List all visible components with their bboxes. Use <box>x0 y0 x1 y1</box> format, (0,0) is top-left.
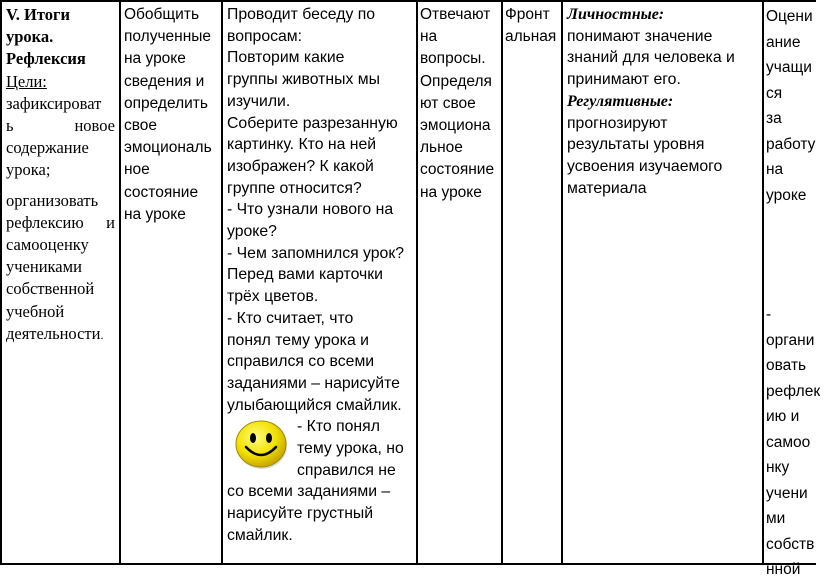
cell-line: картинку. Кто на ней <box>227 136 377 154</box>
cell-line: органи <box>766 331 815 349</box>
cell-line: ание <box>766 33 801 51</box>
cell-line: Обобщить <box>124 6 200 23</box>
goal-word: новое <box>74 116 115 136</box>
stage-title: урока. <box>6 27 54 47</box>
goal-text: учениками <box>6 257 82 277</box>
goal-text: урока; <box>6 160 51 180</box>
cell-line: знаний для человека и <box>567 49 735 67</box>
cell-line: сведения и <box>124 72 205 90</box>
cell-line: Фронт <box>505 6 550 23</box>
cell-line: - Кто считает, что <box>227 309 354 327</box>
cell-line: - <box>766 306 772 323</box>
goal-text <box>6 115 115 137</box>
cell-line: уроке <box>766 186 807 204</box>
cell-line: - Чем запомнился урок? <box>227 244 405 262</box>
cell-line: - Что узнали нового на <box>227 201 394 219</box>
cell-line: Оцени <box>766 8 813 25</box>
cell-line: прогнозируют <box>567 114 668 132</box>
goal-word: деятельности <box>6 323 101 343</box>
cell-line: нарисуйте грустный <box>227 505 374 523</box>
goal-word: рефлексию <box>6 212 84 232</box>
cell-line: на уроке <box>124 205 186 223</box>
cell-line: улыбающийся смайлик. <box>227 396 402 414</box>
cell-line: вопросам: <box>227 27 303 45</box>
cell-line: ся <box>766 84 783 102</box>
cell-line: нной <box>766 561 801 578</box>
cell-line: справился не <box>297 461 396 479</box>
cell-line: Отвечают <box>420 6 491 23</box>
student-activity-cell <box>418 0 502 565</box>
goal-text: организовать <box>6 190 99 210</box>
goal-text: зафиксироват <box>6 93 102 113</box>
personal-heading: Личностные: <box>567 6 665 23</box>
cell-line: самоо <box>766 433 811 451</box>
cell-line: овать <box>766 357 807 374</box>
cell-line: изображен? К какой <box>227 157 374 175</box>
stage-title: V. Итоги <box>6 5 71 24</box>
cell-line: - Кто понял <box>297 418 380 436</box>
cell-line: принимают его. <box>567 71 681 89</box>
stage-cell <box>2 0 119 565</box>
cell-line: нку <box>766 459 790 476</box>
cell-line: Повторим какие <box>227 49 345 67</box>
cell-line: усвоения изучаемого <box>567 157 723 175</box>
assessment-cell <box>764 0 824 578</box>
cell-line: учащи <box>766 59 812 76</box>
goal-text: учебной <box>6 301 65 321</box>
cell-line: понимают значение <box>567 27 713 45</box>
cell-line: уроке? <box>227 223 277 241</box>
cell-line: группы животных мы <box>227 71 380 89</box>
cell-line: вопросы. <box>420 50 486 68</box>
cell-line: тему урока, но <box>297 440 404 458</box>
cell-line: Проводит беседу по <box>227 6 376 23</box>
cell-line: изучили. <box>227 92 291 110</box>
cell-line: полученные <box>124 28 212 46</box>
cell-line: ию и <box>766 408 800 425</box>
cell-line: рефлек <box>766 382 821 400</box>
cell-line: Соберите разрезанную <box>227 114 398 132</box>
cell-line: на <box>420 28 438 46</box>
cell-line: на уроке <box>420 183 482 201</box>
smiley-face-icon <box>227 416 297 473</box>
cell-line: свое <box>124 117 158 135</box>
cell-line: альная <box>505 28 557 46</box>
goal-text: самооценку <box>6 235 89 255</box>
goal-text <box>6 323 115 346</box>
cell-line: результаты уровня <box>567 136 705 154</box>
work-form-cell <box>503 0 562 565</box>
goal-word: и <box>106 212 115 232</box>
cell-line: со всеми заданиями – <box>227 483 391 501</box>
cell-line: льное <box>420 139 463 157</box>
cell-line: на <box>766 161 784 178</box>
cell-line: состояние <box>420 161 495 179</box>
cell-line: ное <box>124 161 150 179</box>
stage-title: Рефлексия <box>6 49 86 69</box>
goal-word: ь <box>6 116 14 136</box>
cell-line: понял тему урока и <box>227 331 369 349</box>
cell-line: материала <box>567 179 647 197</box>
goal-text: собственной <box>6 279 95 299</box>
cell-line: собств <box>766 535 815 553</box>
goals-label: Цели: <box>6 71 47 91</box>
smiley-row <box>227 416 413 481</box>
cell-line: эмоциона <box>420 117 491 135</box>
cell-line: справился со всеми <box>227 353 375 371</box>
learning-outcomes-cell <box>563 0 763 565</box>
cell-line: учени <box>766 484 808 502</box>
cell-line: работу <box>766 135 816 153</box>
cell-line: на уроке <box>124 50 186 68</box>
teacher-activity-cell <box>223 0 417 565</box>
regulatory-heading: Регулятивные: <box>567 92 674 110</box>
cell-line: состояние <box>124 183 199 201</box>
cell-line: группе относится? <box>227 179 362 197</box>
cell-line: ют свое <box>420 94 476 112</box>
cell-line: трёх цветов. <box>227 288 319 306</box>
cell-line: смайлик. <box>227 526 293 544</box>
objective-cell <box>122 0 221 565</box>
cell-line: Перед вами карточки <box>227 266 383 284</box>
col-border <box>119 0 121 565</box>
cell-line: заданиями – нарисуйте <box>227 374 400 392</box>
cell-line: определить <box>124 94 208 112</box>
cell-line: за <box>766 110 782 127</box>
cell-line: Определя <box>420 72 492 90</box>
cell-line: ми <box>766 510 786 527</box>
goal-text <box>6 212 115 234</box>
cell-line: эмоциональ <box>124 139 212 157</box>
goal-word: . <box>100 327 104 342</box>
goal-text: содержание <box>6 138 89 158</box>
